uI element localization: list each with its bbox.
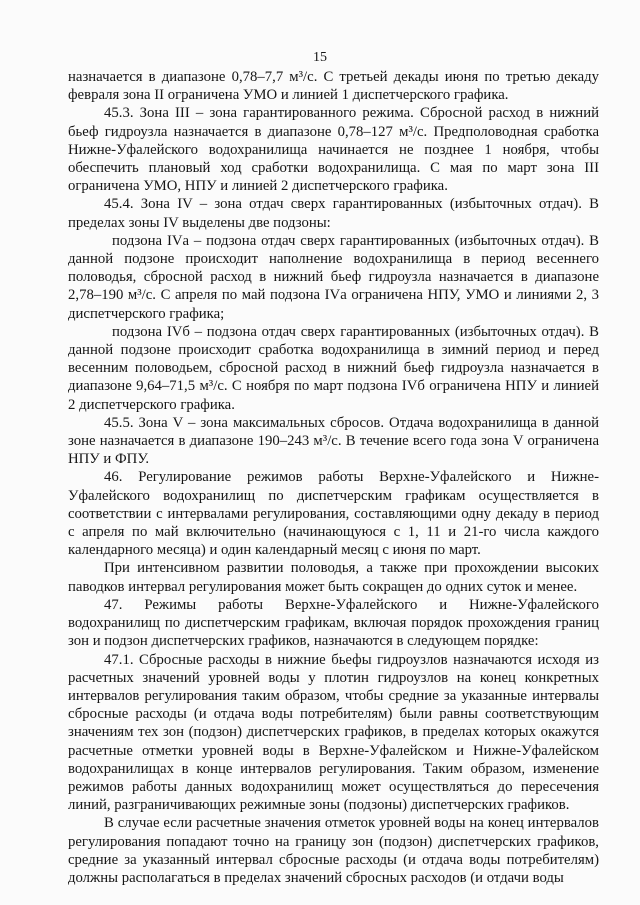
paragraph: 45.3. Зона III – зона гарантированного режима. Сбросной расход в нижний бьеф гидроузла назначается в диапазоне 0,78–127 м³/с. Предполоводная сработка Нижне-Уфалейского водохранилища начинается не позднее 1 ноября, чтобы обеспечить плановый ход сработки водохранилища. С мая по март зона III ограничена УМО, НПУ и линией 2 диспетчерского графика. [68, 105, 599, 195]
paragraph: В случае если расчетные значения отметок уровней воды на конец интервалов регулирования попадают точно на границу зон (подзон) диспетчерских графиков, средние за указанный интервал сбросные расходы (и отдача воды потребителям) должны располагаться в пределах значений сбросных расходов (и отдачи воды [68, 815, 599, 886]
page-number: 15 [313, 50, 327, 65]
paragraph: 46. Регулирование режимов работы Верхне-Уфалейского и Нижне-Уфалейского водохранилищ по диспетчерским графикам осуществляется в соответствии с интервалами регулирования, составляющими одну декаду в период с апреля по май включительно (начинающуюся с 1, 11 и 21-го числа каждого календарного месяца) и один календарный месяц с июня по март. [68, 469, 599, 559]
document-body [68, 68, 599, 887]
paragraph: 47.1. Сбросные расходы в нижние бьефы гидроузлов назначаются исходя из расчетных значений уровней воды у плотин гидроузлов на конец конкретных интервалов регулирования таким образом, чтобы средние за указанные интервалы сбросные расходы (и отдача воды потребителям) были равны соответствующим значениям тех зон (подзон) диспетчерских графиков, в пределах которых окажутся расчетные отметки уровней воды в Верхне-Уфалейском и Нижне-Уфалейском водохранилищах в конце интервалов регулирования. Таким образом, изменение режимов работы данных водохранилищ может осуществляться до пересечения линий, разграничивающих режимные зоны (подзоны) диспетчерских графиков. [68, 651, 599, 814]
paragraph: подзона IVб – подзона отдач сверх гарантированных (избыточных отдач). В данной подзоне происходит сработка водохранилища в зимний период и перед весенним половодьем, сбросной расход в нижний бьеф гидроузла назначается в диапазоне 9,64–71,5 м³/с. С ноября по март подзона IVб ограничена НПУ и линией 2 диспетчерского графика. [68, 323, 599, 413]
paragraph: 45.5. Зона V – зона максимальных сбросов. Отдача водохранилища в данной зоне назначается в диапазоне 190–243 м³/с. В течение всего года зона V ограничена НПУ и ФПУ. [68, 414, 599, 468]
paragraph: назначается в диапазоне 0,78–7,7 м³/с. С третьей декады июня по третью декаду февраля зона II ограничена УМО и линией 1 диспетчерского графика. [68, 69, 599, 104]
paragraph: 45.4. Зона IV – зона отдач сверх гарантированных (избыточных отдач). В пределах зоны IV выделены две подзоны: [68, 196, 599, 231]
paragraph: подзона IVа – подзона отдач сверх гарантированных (избыточных отдач). В данной подзоне происходит наполнение водохранилища в период весеннего половодья, сбросной расход в нижний бьеф гидроузла назначается в диапазоне 2,78–190 м³/с. С апреля по май подзона IVа ограничена НПУ, УМО и линиями 2, 3 диспетчерского графика; [68, 232, 599, 322]
paragraph: 47. Режимы работы Верхне-Уфалейского и Нижне-Уфалейского водохранилищ по диспетчерским графикам, включая порядок прохождения границ зон и подзон диспетчерских графиков, назначаются в следующем порядке: [68, 596, 599, 650]
paragraph: При интенсивном развитии половодья, а также при прохождении высоких паводков интервал регулирования может быть сокращен до одних суток и менее. [68, 560, 599, 595]
